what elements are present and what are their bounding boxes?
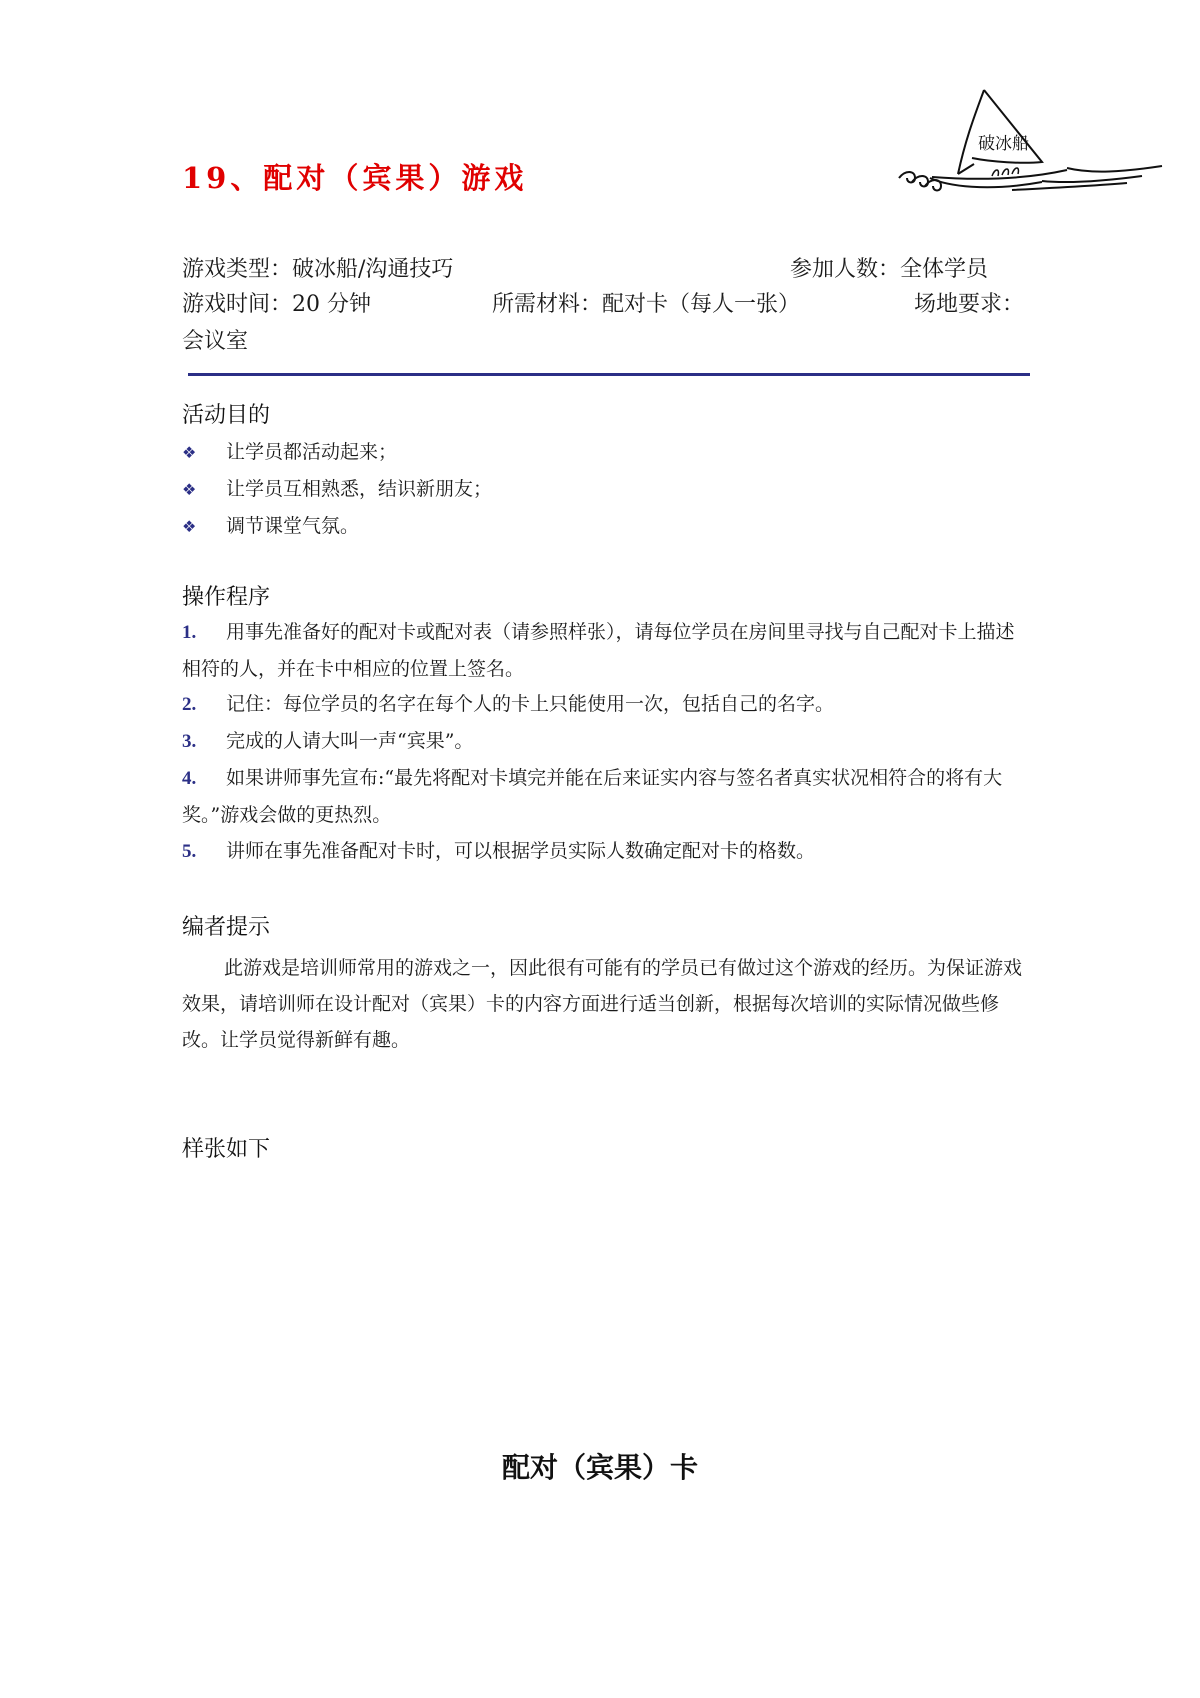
step-text: 讲师在事先准备配对卡时，可以根据学员实际人数确定配对卡的格数。	[226, 840, 816, 862]
list-item	[182, 437, 397, 464]
step-text: 记住：每位学员的名字在每个人的卡上只能使用一次，包括自己的名字。	[226, 693, 835, 715]
purpose-heading: 活动目的	[182, 403, 271, 428]
purpose-item-text: 调节课堂气氛。	[226, 515, 360, 537]
step-number: 5.	[182, 841, 197, 862]
diamond-bullet-icon: ❖	[182, 480, 197, 499]
step-text: 如果讲师事先宣布:“最先将配对卡填完并能在后来证实内容与签名者真实状况相符合的将有大奖。”游戏会做的更热烈。	[182, 767, 1003, 826]
procedure-step	[182, 614, 1032, 687]
procedure-step	[182, 686, 1032, 723]
logo	[892, 82, 1172, 212]
sample-heading: 样张如下	[182, 1137, 271, 1162]
purpose-item-text: 让学员互相熟悉，结识新朋友；	[226, 478, 493, 500]
purpose-item-text: 让学员都活动起来；	[226, 441, 398, 463]
card-title: 配对（宾果）卡	[501, 1451, 698, 1484]
step-number: 4.	[182, 768, 197, 789]
game-time: 游戏时间：20 分钟	[182, 292, 371, 317]
diamond-bullet-icon: ❖	[182, 517, 197, 536]
notes-heading: 编者提示	[182, 915, 271, 940]
step-text: 用事先准备好的配对卡或配对表（请参照样张），请每位学员在房间里寻找与自己配对卡上描述相符的人，并在卡中相应的位置上签名。	[182, 621, 1015, 680]
procedure-heading: 操作程序	[182, 585, 271, 610]
materials: 所需材料：配对卡（每人一张）	[492, 292, 801, 317]
procedure-step	[182, 833, 1032, 870]
sailboat-icon	[892, 82, 1172, 212]
step-number: 2.	[182, 694, 197, 715]
list-item	[182, 474, 492, 501]
venue-value: 会议室	[182, 329, 249, 354]
page-title: 19、配对（宾果）游戏	[182, 161, 528, 195]
divider	[188, 373, 1030, 376]
step-number: 3.	[182, 731, 197, 752]
diamond-bullet-icon: ❖	[182, 443, 197, 462]
step-number: 1.	[182, 622, 197, 643]
list-item	[182, 511, 359, 538]
logo-text: 破冰船	[978, 134, 1029, 154]
venue-label: 场地要求：	[914, 292, 1025, 317]
procedure-step	[182, 760, 1032, 833]
step-text: 完成的人请大叫一声“宾果”。	[226, 730, 474, 752]
participants: 参加人数：全体学员	[790, 257, 989, 282]
procedure-step	[182, 723, 1032, 760]
notes-paragraph: 此游戏是培训师常用的游戏之一，因此很有可能有的学员已有做过这个游戏的经历。为保证游戏效果，请培训师在设计配对（宾果）卡的内容方面进行适当创新，根据每次培训的实际情况做些修改。让学员觉得新鲜有趣。	[182, 957, 1023, 1051]
game-type: 游戏类型：破冰船/沟通技巧	[182, 257, 454, 282]
